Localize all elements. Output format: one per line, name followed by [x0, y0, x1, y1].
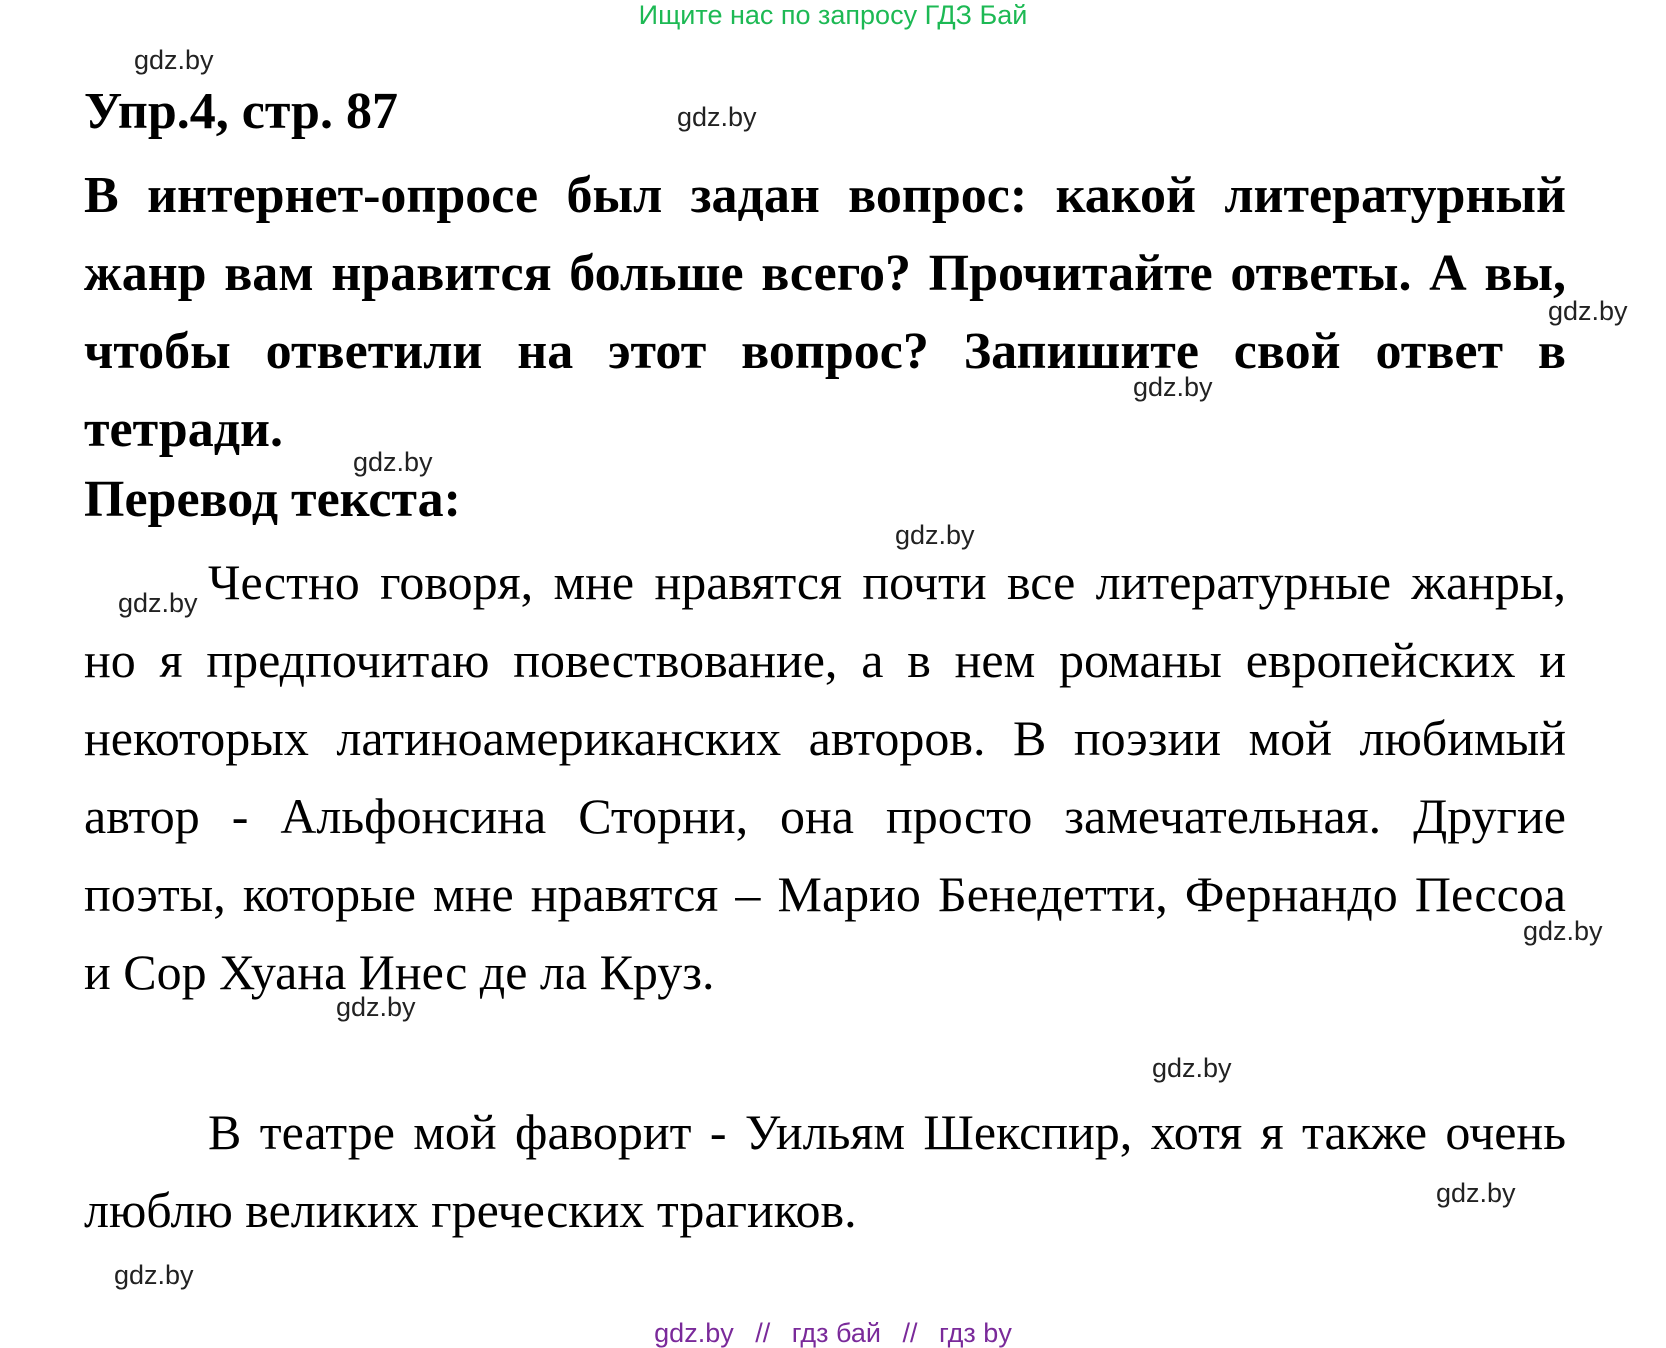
exercise-title: Упр.4, стр. 87 [84, 83, 398, 140]
task-text: В интернет-опросе был задан вопрос: какой литературный жанр вам нравится больше всего? Прочитайте ответы. А вы, чтобы ответили на этот вопрос? Запишите свой ответ в тетради. [84, 167, 1566, 458]
watermark: gdz.by [1548, 296, 1628, 326]
search-banner: Ищите нас по запросу ГДЗ Бай [638, 0, 1028, 30]
translation-paragraph: Честно говоря, мне нравятся почти все литературные жанры, но я предпочитаю повествование, а в нем романы европейских и некоторых латиноамериканских авторов. В поэзии мой любимый автор - Альфонсина Сторни, она просто замечательная. Другие поэты, которые мне нравятся – Марио Бенедетти, Фернандо Пессоа и Сор Хуана Инес де ла Круз. [84, 554, 1566, 1000]
watermark: gdz.by [895, 520, 975, 550]
footer-link-gdz-by[interactable]: gdz.by [654, 1318, 734, 1348]
watermark: gdz.by [114, 1260, 194, 1290]
watermark: gdz.by [353, 447, 433, 477]
footer-separator: // [755, 1318, 771, 1348]
watermark: gdz.by [134, 45, 214, 75]
watermark: gdz.by [336, 992, 416, 1022]
translation-paragraph: В театре мой фаворит - Уильям Шекспир, хотя я также очень люблю великих греческих трагиков. [84, 1104, 1566, 1238]
watermark: gdz.by [1523, 916, 1603, 946]
watermark: gdz.by [1436, 1178, 1516, 1208]
watermark: gdz.by [118, 588, 198, 618]
footer-separator: // [902, 1318, 918, 1348]
watermark: gdz.by [1133, 372, 1213, 402]
footer-links [0, 1318, 1666, 1348]
watermark: gdz.by [677, 102, 757, 132]
translation-heading: Перевод текста: [84, 471, 461, 528]
watermark: gdz.by [1152, 1053, 1232, 1083]
footer-link-gdz-by-cyr[interactable]: гдз by [939, 1318, 1012, 1348]
footer-link-gdz-bai[interactable]: гдз бай [791, 1318, 881, 1348]
